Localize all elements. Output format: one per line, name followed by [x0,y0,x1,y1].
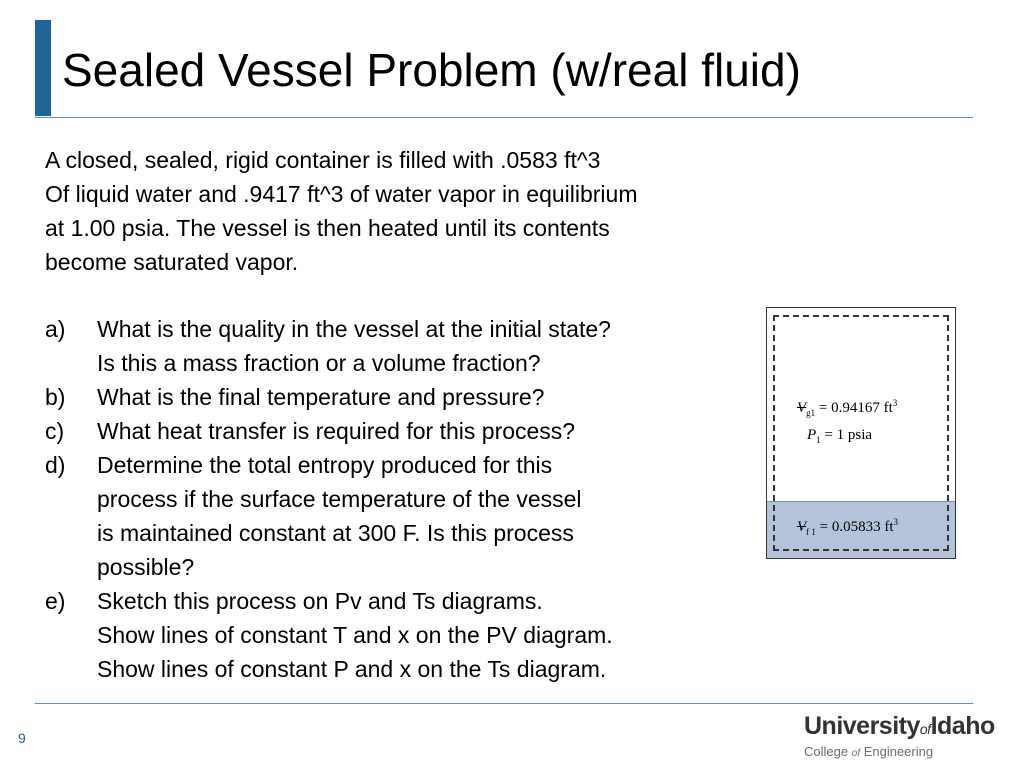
title-divider [35,117,973,118]
question-letter: c) [45,418,65,444]
question-c [45,414,765,448]
vessel-diagram [766,307,956,559]
question-b [45,380,765,414]
question-line: is maintained constant at 300 F. Is this process [97,520,574,546]
question-line: process if the surface temperature of the vessel [97,486,582,512]
footer-divider [35,703,973,704]
question-letter: b) [45,384,66,410]
problem-line: Of liquid water and .9417 ft^3 of water vapor in equilibrium [45,181,638,207]
vapor-volume-label: $V_{g1} = 0.94167$ $ft^3$ [797,398,898,418]
question-letter: a) [45,316,66,342]
question-line: What heat transfer is required for this process? [97,418,576,444]
question-line: Show lines of constant P and x on the Ts diagram. [97,656,607,682]
question-a [45,312,765,380]
question-line: Determine the total entropy produced for this [97,452,553,478]
page-number: 9 [18,730,26,746]
title-accent-bar [35,20,51,116]
question-e [45,584,765,686]
liquid-volume-label: $V_{f 1} = 0.05833$ $ft^3$ [797,517,899,537]
question-line: What is the quality in the vessel at the initial state? [97,316,611,342]
problem-statement [45,143,805,279]
problem-line: A closed, sealed, rigid container is filled with .0583 ft^3 [45,147,601,173]
question-line: Show lines of constant T and x on the PV diagram. [97,622,613,648]
problem-line: become saturated vapor. [45,249,299,275]
question-letter: e) [45,588,66,614]
question-line: What is the final temperature and pressure? [97,384,545,410]
slide-title: Sealed Vessel Problem (w/real fluid) [62,44,801,96]
pressure-label: $P_1 = 1$ psia [807,427,873,445]
question-line: Sketch this process on Pv and Ts diagrams. [97,588,543,614]
question-list [45,312,765,686]
question-line: possible? [97,554,195,580]
problem-line: at 1.00 psia. The vessel is then heated until its contents [45,215,610,241]
university-logo: UniversityofIdaho College of Engineering [804,712,995,759]
question-d [45,448,765,584]
question-letter: d) [45,452,66,478]
question-line: Is this a mass fraction or a volume fraction? [97,350,541,376]
